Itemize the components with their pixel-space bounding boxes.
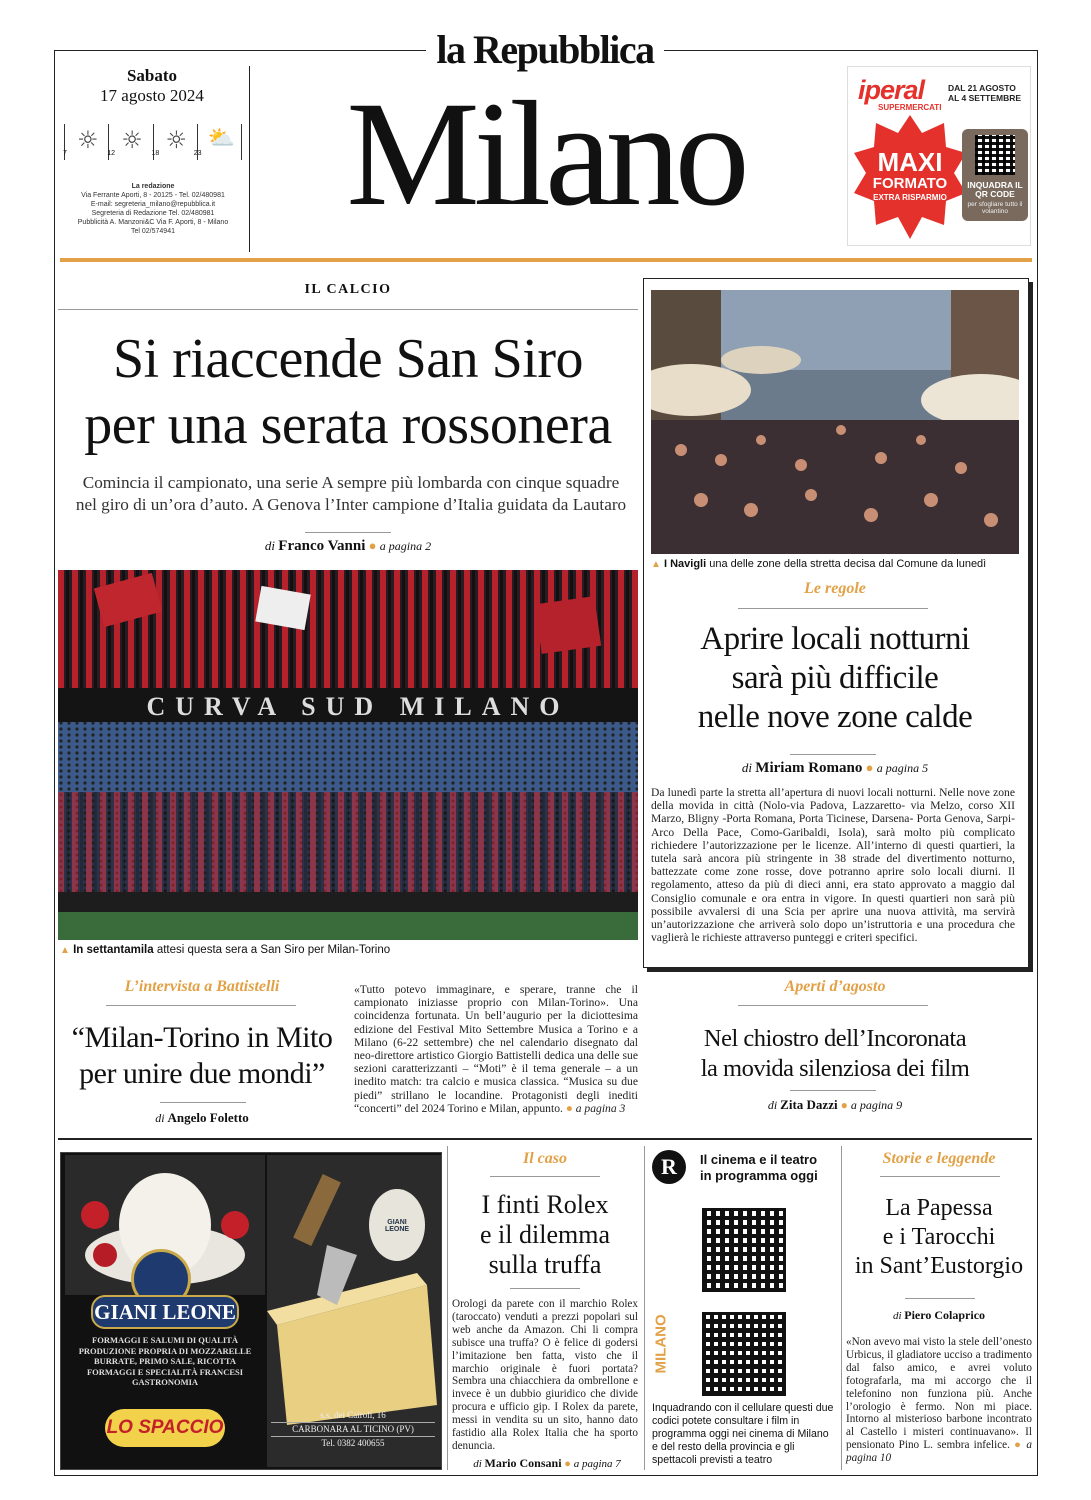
kicker-rule	[490, 1176, 600, 1177]
mito-kicker: L’intervista a Battistelli	[124, 978, 280, 995]
maxi-starburst: MAXI FORMATO EXTRA RISPARMIO	[852, 113, 968, 243]
qr-code-icon	[975, 135, 1015, 175]
sun-icon: ☼	[121, 126, 143, 154]
author-name: Franco Vanni	[278, 538, 366, 554]
rolex-body: Orologi da parete con il marchio Rolex (taroccato) venduti a prezzi popolari sul web anche da Amazon. Chi li compra subisce una truffa? O è felice di godersi l’imitazione ben fatta, visto che il marchio originale è fuori portata? Sembra una chiacchiera da ombrellone e invece è un dubbio giuridico che divide procura e ufficio gip. I Rolex da parete, messi in vendita su un sito, hanno dato fastidio alla Rolex Italia che ha sporto denuncia.	[452, 1298, 638, 1452]
caption-triangle-icon: ▲	[60, 945, 70, 956]
section-rule	[58, 309, 638, 310]
weather-cell: ☼ 12	[108, 124, 152, 160]
incoronata-headline: Nel chiostro dell’Incoronata la movida silenziosa dei film	[700, 1025, 970, 1082]
qr-code-teatro-icon[interactable]	[702, 1312, 786, 1396]
redazione: La redazione Via Ferrante Aporti, 8 - 20125 - Tel. 02/480981 E-mail: segreteria_milano@repubblica.it Segreteria di Redazione Tel. 02/480981 Pubblicità A. Manzoni&C Via F. Aporti, 8 - Milano Tel 02/574941	[77, 183, 229, 235]
rolex-kicker: Il caso	[523, 1150, 567, 1167]
byline-rule	[510, 1288, 580, 1289]
kicker-rule	[106, 1005, 296, 1006]
cinema-title: Il cinema e il teatro in programma oggi	[700, 1152, 818, 1183]
sun-icon: ☼	[165, 126, 188, 154]
city-title: Milano	[346, 71, 744, 237]
brand-logo: la Repubblica	[436, 27, 654, 72]
author-name: Piero Colaprico	[904, 1308, 986, 1322]
mito-headline: “Milan-Torino in Mito per unire due mondi”	[71, 1021, 333, 1090]
page-border-left	[54, 50, 55, 1475]
weather-cell: ☼ 18	[153, 124, 197, 160]
navigli-caption: ▲ I Navigli una delle zone della stretta decisa dal Comune da lunedì	[651, 558, 987, 570]
lead-byline: di Franco Vanni ● a pagina 2	[264, 538, 432, 554]
papessa-kicker: Storie e leggende	[882, 1150, 996, 1167]
navigli-body: Da lunedì parte la stretta all’apertura di nuovi locali notturni. Nelle nove zone della movida in città (Nolo-via Padova, Lazzaretto- via Melzo, corso XII Marzo, Bligny -Porta Romana, Porta Ticinese, Darsena- Porta Genova, Sarpi- Arco Della Pace, Como-Garibaldi, Isola), sarà molto più complicato richiedere l’autorizzazione per le licenze. All’interno di questi quartieri, la tutela sarà ancora più stringente in 38 strade del divertimento notturno, battezzate come zone rosse, dove potranno aprire solo locali diurni. Il regolamento, atteso da più di dieci anni, era stato approvato a maggio dal Consiglio comunale e ora entra in vigore. In questi quartieri non sarà più possibile avvalersi di una Scia per aprire una nuova attività, ma servirà un’autorizzazione che arriverà solo dopo un’istruttoria e una procedura che vaglierà le richieste attraverso punteggi e criteri specifici.	[651, 786, 1015, 945]
page-ref: a pagina 5	[876, 761, 929, 775]
cinema-body: Inquadrando con il cellulare questi due codici potete consultare i film in programma oggi nei cinema di Milano e del resto della provincia e gli spettacoli previsti a teatro	[652, 1402, 834, 1466]
ad-iperal[interactable]: iperal SUPERMERCATI DAL 21 AGOSTO AL 4 SETTEMBRE MAXI FORMATO EXTRA RISPARMIO INQUADRA IL QR CODE per sfogliare tutto il volantino	[847, 66, 1031, 246]
rolex-headline: I finti Rolex e il dilemma sulla truffa	[480, 1190, 610, 1279]
date-full: 17 agosto 2024	[100, 86, 204, 105]
curva-banner: CURVA SUD MILANO	[146, 692, 570, 721]
column-rule	[841, 1146, 842, 1470]
page-ref: a pagina 7	[573, 1458, 621, 1470]
papessa-body: «Non avevo mai visto la stele dell’onesto Urbicus, il gladiatore ucciso a tradimento dal falso amico, e avrei voluto fotografarla, ma mi accorgo che il telefonino non funziona più. Anche l’orologio è fermo. Non mi piace. Intorno al misterioso barbone incontrato al Castello i misteri continuavano». Il pensionato Pino L. sembra infelice. ● a pagina 10	[846, 1336, 1033, 1465]
orange-divider	[60, 258, 1032, 262]
rolex-byline: di Mario Consani ● a pagina 7	[473, 1456, 621, 1470]
dateline	[54, 66, 250, 106]
byline-rule	[160, 1102, 246, 1103]
author-name: Angelo Foletto	[167, 1110, 249, 1125]
masthead-rule-right	[664, 50, 1038, 51]
navigli-kicker: Le regole	[804, 580, 866, 597]
mito-body: «Tutto potevo immaginare, e sperare, tranne che il campionato iniziasse proprio con Milan-Torino». Una coincidenza fortunata. Un bell’augurio per la diciottesima edizione del Festival Mito Settembre Musica a Torino e a Milano (6-22 settembre) che nel calendario disegnato dal neo-direttore artistico Giorgio Battistelli dedica una delle sue sezioni caratterizzanti – “Moti” è il tema generale – a un inedito match: tra calcio e musica classica. “Musica su due piedi” strillano le locandine. Protagonisti degli inediti “concerti” del 2024 Torino e Milan, appunto. ● a pagina 3	[354, 983, 638, 1115]
byline-rule	[790, 1090, 876, 1091]
weather-cell: ⛅ 23	[197, 124, 242, 160]
cinema-side-label: MILANO	[652, 1314, 670, 1374]
navigli-headline: Aprire locali notturni sarà più difficile nelle nove zone calde	[697, 621, 973, 735]
kicker-rule	[738, 1005, 928, 1006]
incoronata-kicker: Aperti d’agosto	[784, 978, 886, 995]
weather-strip	[64, 124, 242, 160]
date-day: Sabato	[126, 66, 178, 85]
repubblica-r-logo: R	[652, 1150, 686, 1184]
stadium-photo	[58, 570, 638, 940]
kicker-rule	[738, 608, 928, 609]
partly-cloudy-icon: ⛅	[207, 126, 236, 151]
mito-byline: di Angelo Foletto	[155, 1110, 249, 1125]
spaccio-badge: LO SPACCIO	[105, 1409, 225, 1447]
giani-lines: FORMAGGI E SALUMI DI QUALITÀ PRODUZIONE PROPRIA DI MOZZARELLE BURRATE, PRIMO SALE, RICOTTA FORMAGGI E SPECIALITÀ FRANCESI GASTRONOMIA	[78, 1335, 252, 1387]
column-rule	[644, 1146, 645, 1470]
page-ref: a pagina 10	[846, 1439, 1033, 1465]
author-name: Mario Consani	[484, 1456, 562, 1470]
page-ref: a pagina 3	[575, 1101, 626, 1115]
papessa-headline: La Papessa e i Tarocchi in Sant’Eustorgio	[854, 1195, 1024, 1279]
navigli-byline: di Miriam Romano ● a pagina 5	[741, 760, 929, 776]
iperal-logo: iperal	[858, 75, 925, 105]
ad-giani-leone[interactable]	[60, 1152, 442, 1470]
page-border-right	[1037, 50, 1038, 1475]
papessa-byline: di Piero Colaprico	[892, 1308, 986, 1322]
kicker-rule	[880, 1176, 1000, 1177]
byline-rule	[305, 532, 391, 533]
lead-deck: Comincia il campionato, una serie A sempre più lombarda con cinque squadre nel giro di un’ora d’auto. A Genova l’Inter campione d’Italia guidata da Lautaro	[75, 473, 627, 514]
weather-cell: ☼ 7	[64, 124, 108, 160]
column-rule	[447, 1146, 448, 1470]
page-border-bottom	[54, 1475, 1038, 1476]
masthead-rule-left	[54, 50, 426, 51]
author-name: Miriam Romano	[755, 760, 863, 776]
cheese-photo: GIANI LEONE	[267, 1155, 441, 1467]
author-name: Zita Dazzi	[780, 1097, 838, 1112]
byline-rule	[790, 754, 876, 755]
giani-brand: GIANI LEONE	[91, 1295, 239, 1329]
navigli-photo	[651, 290, 1019, 554]
sun-icon: ☼	[77, 126, 99, 154]
stadium-caption: ▲ In settantamila attesi questa sera a San Siro per Milan-Torino	[60, 944, 391, 956]
incoronata-byline: di Zita Dazzi ● a pagina 9	[767, 1097, 903, 1112]
lead-headline: Si riaccende San Siro per una serata rossonera	[84, 328, 612, 456]
caption-triangle-icon: ▲	[651, 559, 661, 570]
page-ref: a pagina 9	[850, 1098, 903, 1112]
byline-rule	[905, 1298, 975, 1299]
bottom-section-rule	[58, 1138, 1032, 1140]
dateline-divider	[249, 66, 250, 252]
iperal-qr-panel: INQUADRA IL QR CODE per sfogliare tutto il volantino	[962, 129, 1028, 221]
page-ref: a pagina 2	[379, 539, 432, 553]
qr-code-cinema-icon[interactable]	[702, 1208, 786, 1292]
section-label: IL CALCIO	[304, 282, 392, 297]
giani-address: s.s. dei Cairoli, 16 CARBONARA AL TICINO (PV) Tel. 0382 400655	[271, 1409, 435, 1450]
